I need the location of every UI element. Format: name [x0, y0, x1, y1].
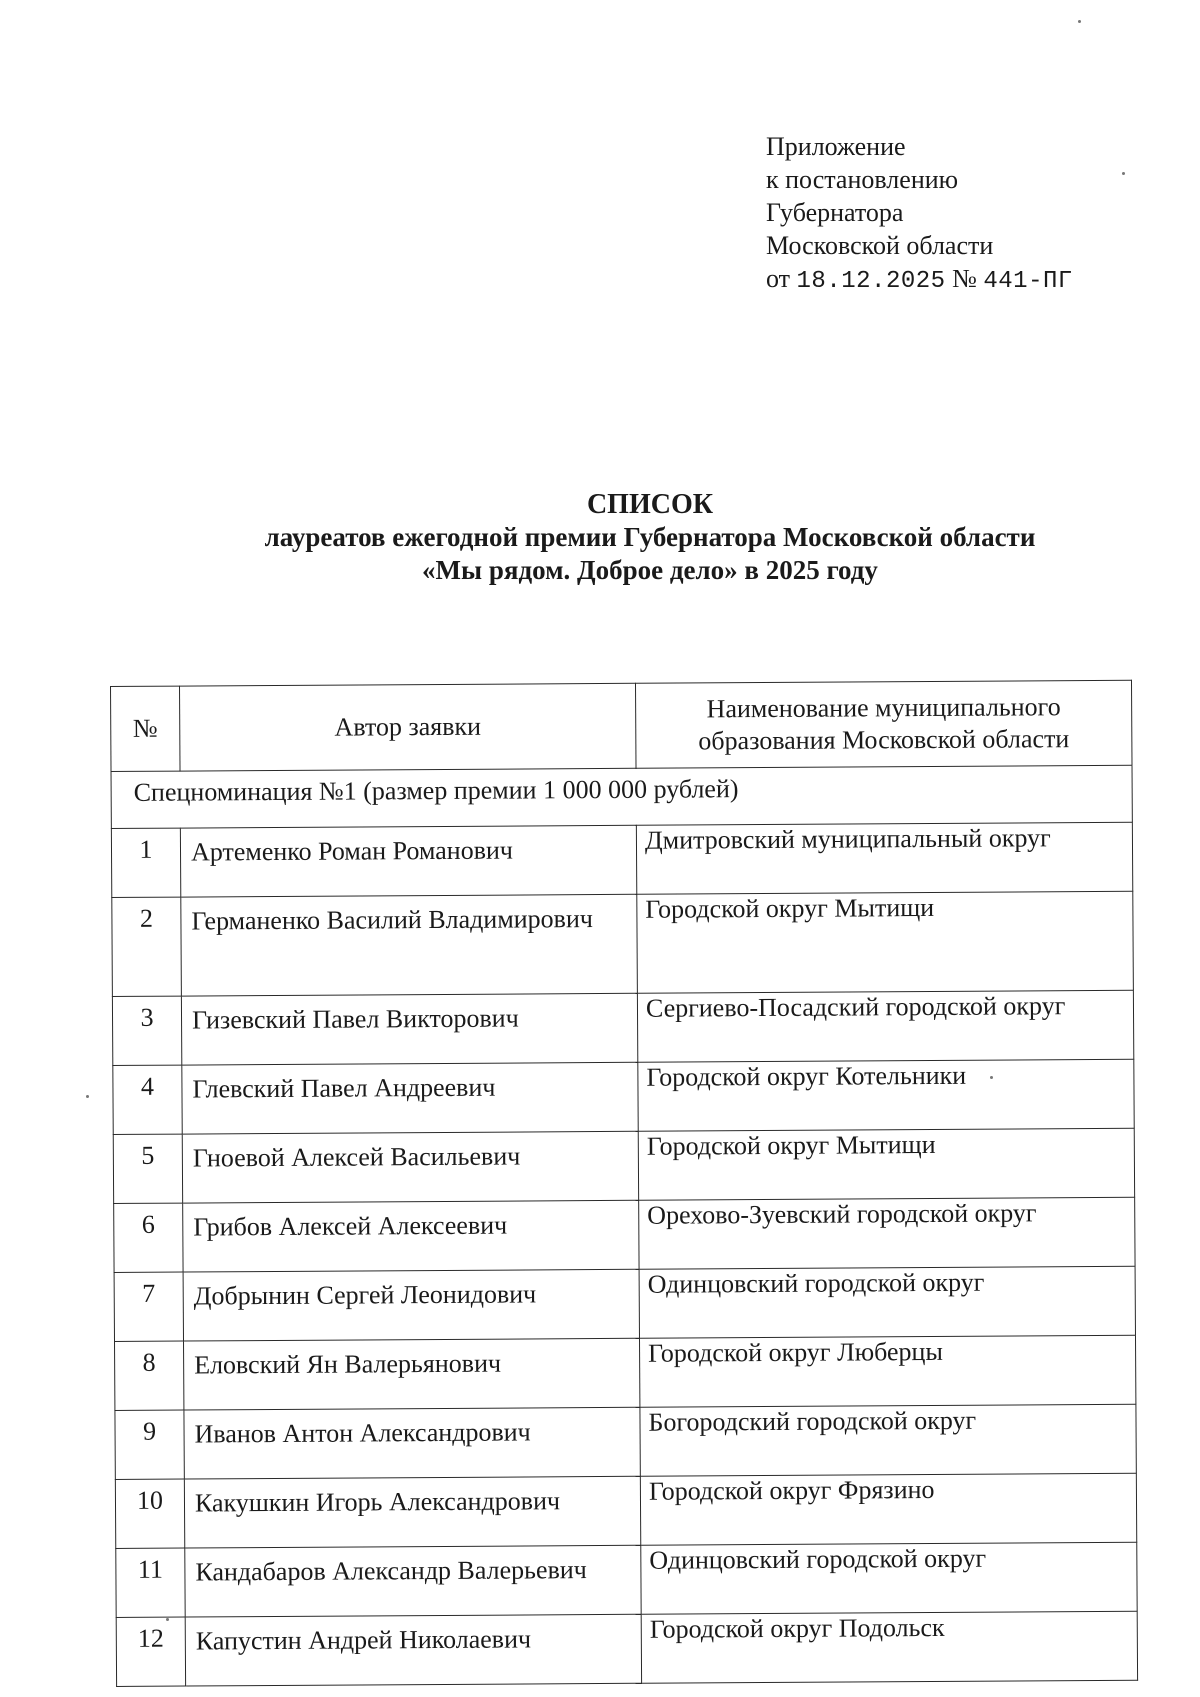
table-row: [114, 1197, 1135, 1272]
scan-speck: [990, 1076, 993, 1079]
column-header-number: №: [111, 686, 181, 771]
row-municipality: Дмитровский муниципальный округ: [636, 822, 1132, 894]
row-municipality: Орехово-Зуевский городской округ: [639, 1197, 1135, 1269]
appendix-line-3: Губернатора: [766, 198, 904, 227]
row-author: Артеменко Роман Романович: [180, 825, 636, 897]
table-header-row: [111, 680, 1133, 771]
row-number: 3: [112, 996, 181, 1065]
table-row: [115, 1473, 1136, 1548]
row-municipality: Городской округ Мытищи: [638, 1128, 1134, 1200]
appendix-line-4: Московской области: [766, 231, 994, 260]
scan-speck: [166, 1618, 169, 1621]
row-number: 9: [115, 1410, 184, 1479]
row-municipality: Городской округ Люберцы: [639, 1335, 1135, 1407]
table-row: [115, 1335, 1136, 1410]
table-row: [112, 891, 1134, 996]
row-author: Иванов Антон Александрович: [184, 1407, 640, 1479]
row-number: 7: [114, 1272, 183, 1341]
document-title: СПИСОК: [586, 489, 714, 520]
decree-number: 441-ПГ: [983, 268, 1073, 295]
table-row: [114, 1266, 1135, 1341]
row-author: Капустин Андрей Николаевич: [185, 1614, 641, 1686]
table-row: [113, 1059, 1134, 1134]
row-municipality: Сергиево-Посадский городской округ: [637, 990, 1133, 1062]
column-header-municipality: Наименование муниципального образования Московской области: [635, 680, 1132, 768]
row-municipality: Городской округ Фрязино: [640, 1473, 1136, 1545]
row-number: 2: [112, 897, 182, 996]
row-author: Добрынин Сергей Леонидович: [183, 1269, 639, 1341]
column-header-author: Автор заявки: [180, 683, 637, 771]
row-number: 5: [113, 1134, 182, 1203]
row-author: Германенко Василий Владимирович: [181, 894, 638, 996]
table-row: [112, 990, 1133, 1065]
heading-line-2: лауреатов ежегодной премии Губернатора Московской области: [264, 522, 1036, 552]
row-author: Гизевский Павел Викторович: [181, 993, 637, 1065]
row-number: 1: [111, 828, 180, 897]
table-row: [116, 1611, 1137, 1686]
scan-speck: [86, 1095, 89, 1098]
row-author: Еловский Ян Валерьянович: [184, 1338, 640, 1410]
table-row: [113, 1128, 1134, 1203]
section-label: Спецноминация №1 (размер премии 1 000 000 рублей): [111, 765, 1132, 828]
row-municipality: Городской округ Котельники: [638, 1059, 1134, 1131]
row-number: 4: [113, 1065, 182, 1134]
scan-speck: [1078, 20, 1081, 23]
row-number: 8: [115, 1341, 184, 1410]
section-row: [111, 765, 1132, 828]
table-row: [111, 822, 1132, 897]
row-author: Глевский Павел Андреевич: [182, 1062, 638, 1134]
row-author: Кандабаров Александр Валерьевич: [185, 1545, 641, 1617]
row-municipality: Городской округ Мытищи: [637, 891, 1134, 993]
row-number: 11: [116, 1548, 185, 1617]
laureates-table: [110, 680, 1138, 1687]
row-municipality: Одинцовский городской округ: [641, 1542, 1137, 1614]
appendix-line-1: Приложение: [766, 132, 906, 161]
scan-speck: [1122, 172, 1125, 175]
heading-line-3: «Мы рядом. Доброе дело» в 2025 году: [422, 555, 878, 585]
row-municipality: Городской округ Подольск: [641, 1611, 1137, 1683]
table-row: [116, 1542, 1137, 1617]
table-row: [115, 1404, 1136, 1479]
row-municipality: Богородский городской округ: [640, 1404, 1136, 1476]
appendix-date-line: [766, 262, 1073, 298]
number-sign: №: [952, 264, 977, 293]
decree-date: 18.12.2025: [796, 268, 946, 295]
row-number: 12: [116, 1617, 185, 1686]
row-author: Грибов Алексей Алексеевич: [183, 1200, 639, 1272]
row-author: Гноевой Алексей Васильевич: [182, 1131, 638, 1203]
date-prefix: от: [766, 264, 791, 293]
row-number: 10: [115, 1479, 184, 1548]
appendix-block: [766, 130, 1073, 298]
row-municipality: Одинцовский городской округ: [639, 1266, 1135, 1338]
row-author: Какушкин Игорь Александрович: [184, 1476, 640, 1548]
row-number: 6: [114, 1203, 183, 1272]
appendix-line-2: к постановлению: [766, 165, 959, 194]
document-heading: [200, 488, 1100, 587]
